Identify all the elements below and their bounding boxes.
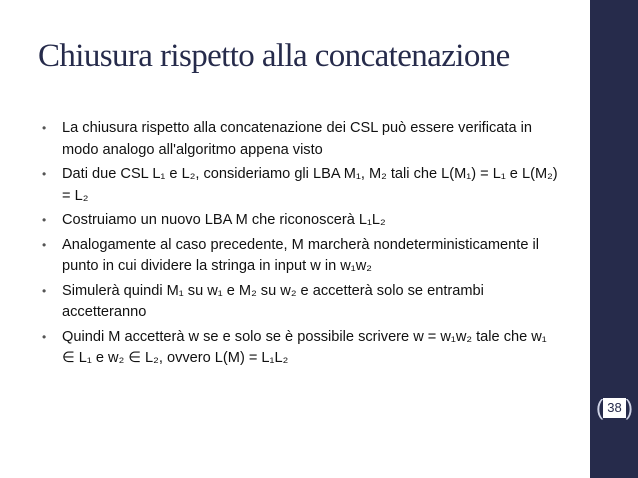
bullet-item — [42, 210, 562, 232]
bullet-text: Dati due CSL L₁ e L₂, consideriamo gli LBA M₁, M₂ tali che L(M₁) = L₁ e L(M₂) = L₂ — [62, 166, 558, 204]
bullet-text: Costruiamo un nuovo LBA M che riconoscerà L₁L₂ — [62, 212, 386, 228]
page-number: 38 — [603, 398, 625, 418]
bullet-text: Quindi M accetterà w se e solo se è possibile scrivere w = w₁w₂ tale che w₁ ∈ L₁ e w₂ ∈ L₂, ovvero L(M) = L₁L₂ — [62, 328, 547, 366]
slide-title: Chiusura rispetto alla concatenazione — [38, 38, 510, 74]
bullet-item — [42, 327, 562, 370]
bullet-list — [42, 118, 562, 373]
bullet-dot-icon: • — [42, 121, 47, 135]
bullet-dot-icon: • — [42, 283, 47, 298]
bullet-item — [42, 281, 562, 324]
bullet-text: La chiusura rispetto alla concatenazione dei CSL può essere verificata in modo analogo all'algoritmo appena visto — [62, 120, 532, 158]
bracket-right-icon: ) — [625, 395, 633, 420]
bullet-item — [42, 235, 562, 278]
bullet-dot-icon: • — [42, 167, 47, 181]
bullet-item — [42, 164, 562, 207]
page-number-box — [596, 395, 633, 421]
bracket-left-icon: ( — [596, 395, 604, 420]
bullet-dot-icon: • — [42, 213, 47, 227]
bullet-item — [42, 118, 562, 161]
bullet-text: Simulerà quindi M₁ su w₁ e M₂ su w₂ e accetterà solo se entrambi accetteranno — [62, 282, 484, 320]
bullet-text: Analogamente al caso precedente, M marcherà nondeterministicamente il punto in cui dividere la stringa in input w in w₁w₂ — [62, 236, 539, 274]
bullet-dot-icon: • — [42, 329, 47, 344]
bullet-dot-icon: • — [42, 237, 47, 252]
